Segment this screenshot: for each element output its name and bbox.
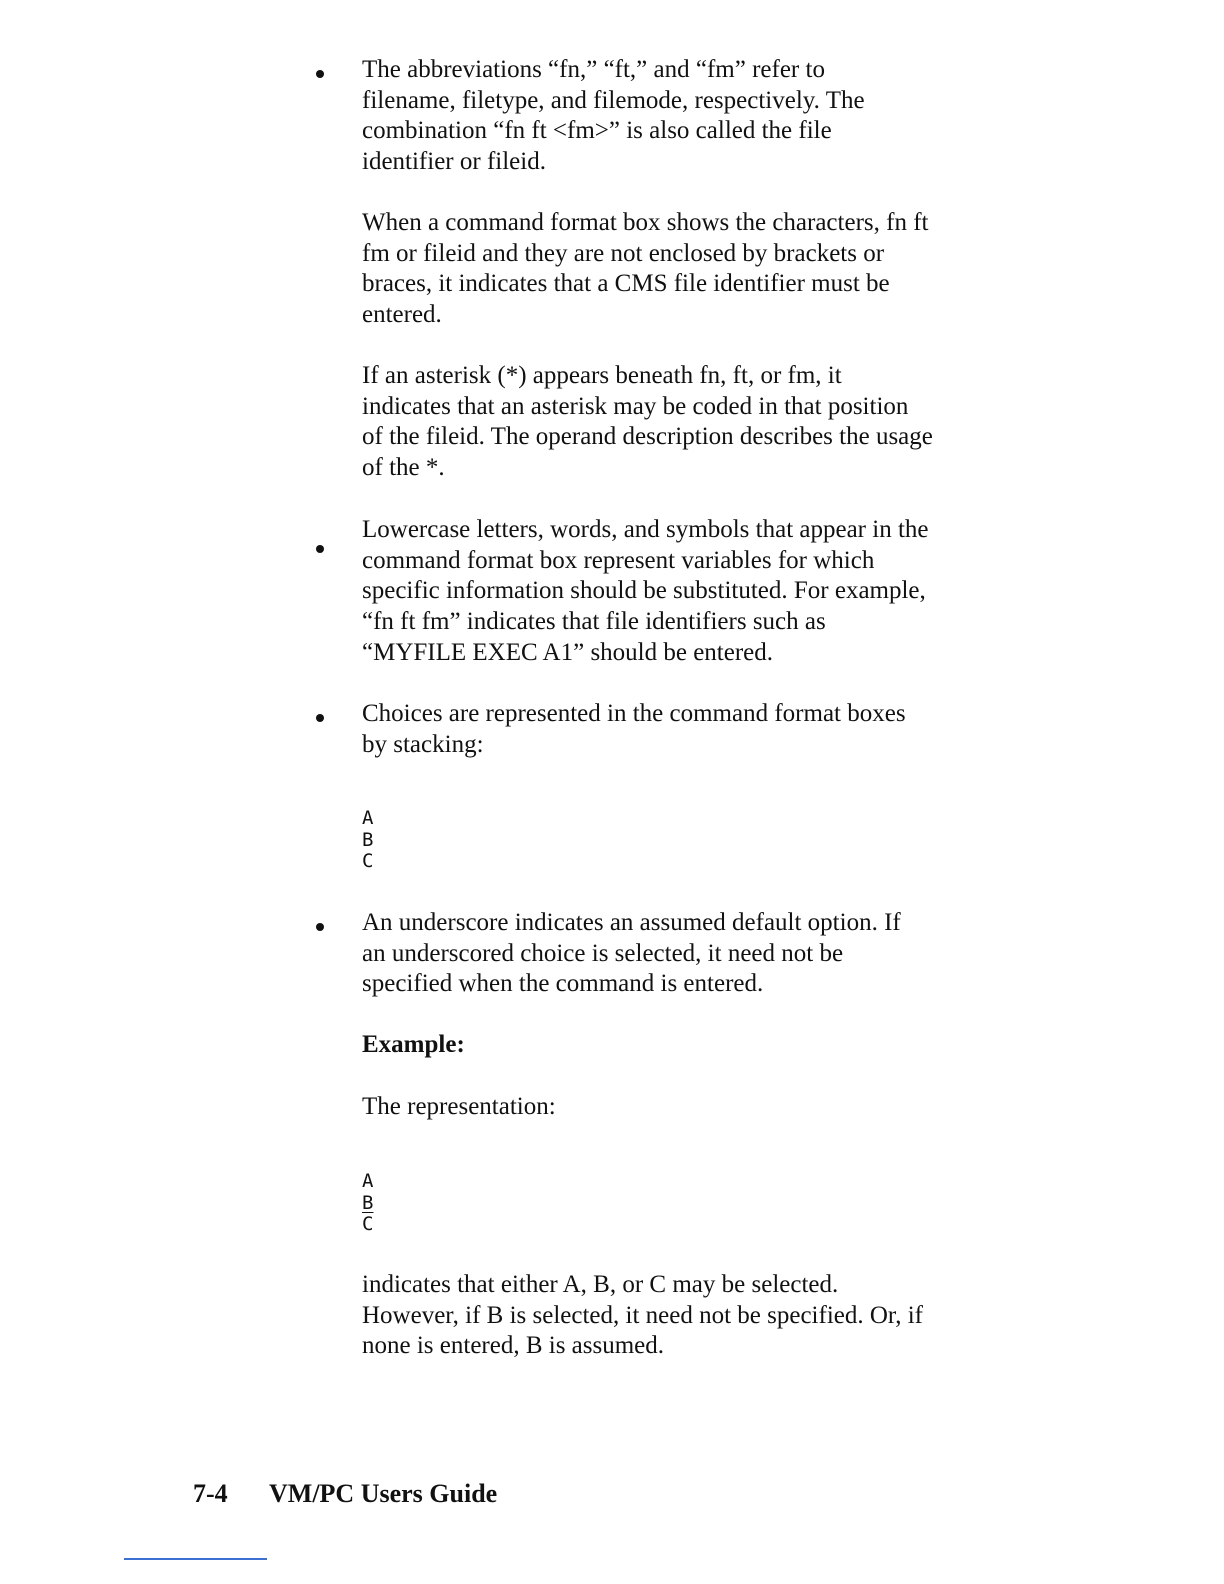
- text-line: indicates that an asterisk may be coded in that position: [362, 392, 909, 420]
- text-line: braces, it indicates that a CMS file identifier must be: [362, 270, 890, 298]
- choice-stack: [362, 808, 373, 873]
- choice-a: A: [362, 807, 374, 829]
- text-line: none is entered, B is assumed.: [362, 1332, 665, 1360]
- example-choice-b-default: B: [362, 1191, 374, 1214]
- bullet-2-dot: [316, 545, 324, 553]
- text-line: specified when the command is entered.: [362, 970, 764, 998]
- bullet-1-dot: [316, 70, 324, 78]
- text-line: Lowercase letters, words, and symbols that appear in the: [362, 516, 929, 543]
- page-number: 7-4: [193, 1479, 228, 1508]
- bullet-3-para: [362, 699, 1022, 760]
- footer-rule: [124, 1558, 267, 1560]
- text-line: entered.: [362, 301, 442, 329]
- bullet-1-para-3: [362, 361, 1022, 484]
- text-line: The abbreviations “fn,” “ft,” and “fm” refer to: [362, 56, 825, 83]
- text-line: “MYFILE EXEC A1” should be entered.: [362, 638, 774, 666]
- text-line: The representation:: [362, 1093, 556, 1120]
- text-line: by stacking:: [362, 730, 484, 758]
- page-footer: [193, 1479, 497, 1509]
- bullet-3-dot: [316, 714, 324, 722]
- text-line: identifier or fileid.: [362, 148, 546, 176]
- text-line: of the *.: [362, 454, 445, 482]
- example-choice-c: C: [362, 1213, 374, 1235]
- text-line: When a command format box shows the characters, fn ft: [362, 209, 929, 236]
- text-line: an underscored choice is selected, it need not be: [362, 939, 844, 967]
- text-line: However, if B is selected, it need not be specified. Or, if: [362, 1301, 924, 1329]
- example-heading: Example:: [362, 1031, 465, 1058]
- text-line: filename, filetype, and filemode, respectively. The: [362, 86, 865, 114]
- text-line: indicates that either A, B, or C may be selected.: [362, 1271, 839, 1298]
- bullet-4-dot: [316, 923, 324, 931]
- example-choice-stack: [362, 1171, 373, 1236]
- text-line: of the fileid. The operand description describes the usage: [362, 423, 933, 451]
- bullet-4-para: [362, 908, 1022, 1000]
- bullet-1-para-2: [362, 208, 1022, 331]
- choice-c: C: [362, 850, 374, 872]
- text-line: “fn ft fm” indicates that file identifiers such as: [362, 608, 826, 636]
- text-line: fm or fileid and they are not enclosed by brackets or: [362, 239, 885, 267]
- text-line: combination “fn ft <fm>” is also called the file: [362, 117, 832, 145]
- example-choice-a: A: [362, 1170, 374, 1192]
- bullet-2-para: [362, 515, 1022, 669]
- text-line: Choices are represented in the command format boxes: [362, 700, 906, 727]
- text-line: An underscore indicates an assumed default option. If: [362, 909, 901, 936]
- choice-b: B: [362, 828, 374, 851]
- bullet-1-para-1: [362, 55, 1022, 178]
- example-explanation: [362, 1270, 1022, 1362]
- document-title: VM/PC Users Guide: [269, 1479, 498, 1508]
- text-line: command format box represent variables for which: [362, 546, 875, 574]
- text-line: If an asterisk (*) appears beneath fn, ft, or fm, it: [362, 362, 842, 389]
- text-line: specific information should be substituted. For example,: [362, 577, 926, 605]
- example-intro: [362, 1092, 1022, 1123]
